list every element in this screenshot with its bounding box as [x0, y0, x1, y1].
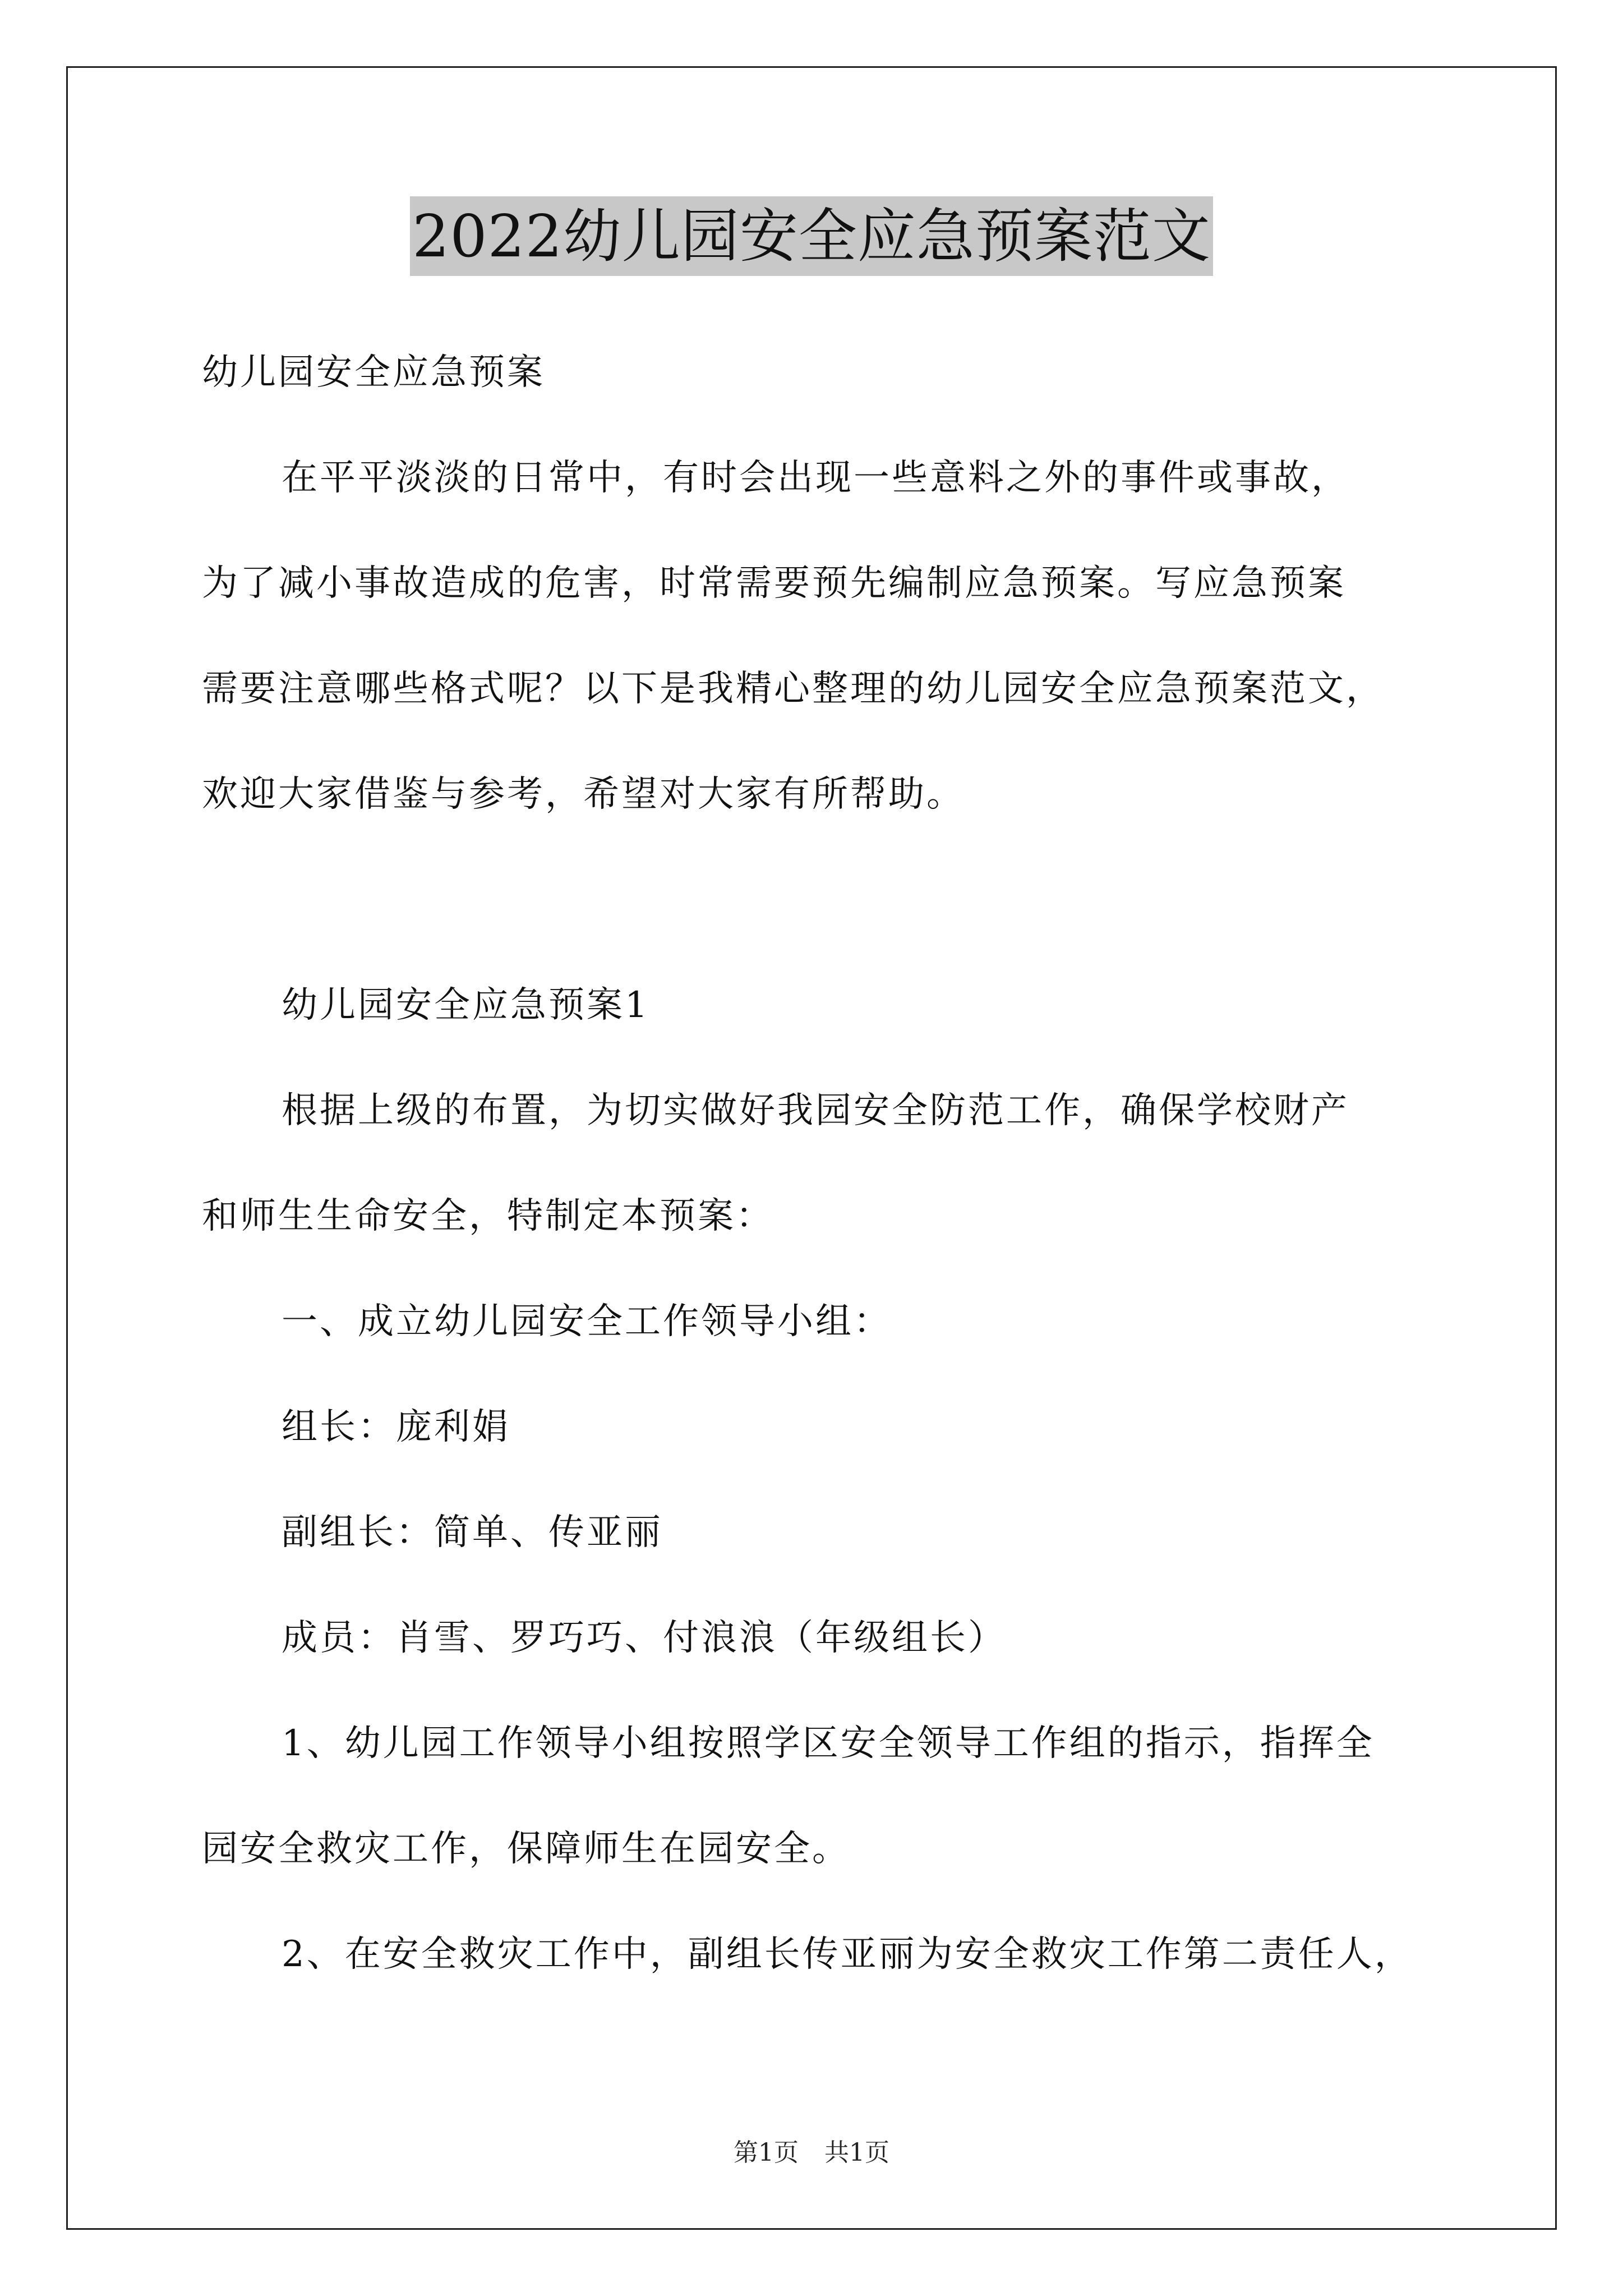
page-number: 第1页 — [734, 2138, 799, 2167]
intro-line-3: 需要注意哪些格式呢？以下是我精心整理的幼儿园安全应急预案范文， — [202, 668, 1384, 710]
spacer — [202, 847, 1430, 953]
intro-line-2: 为了减小事故造成的危害，时常需要预先编制应急预案。写应急预案 — [202, 563, 1346, 604]
body-line-1: 根据上级的布置，为切实做好我园安全防范工作，确保学校财产 — [282, 1090, 1349, 1131]
intro-line-4: 欢迎大家借鉴与参考，希望对大家有所帮助。 — [202, 774, 965, 815]
page-total: 共1页 — [824, 2138, 889, 2167]
item-1-line-1: 1、幼儿园工作领导小组按照学区安全领导工作组的指示，指挥全 — [282, 1723, 1375, 1764]
document-title: 2022幼儿园安全应急预案范文 — [410, 196, 1213, 276]
body-line-2: 和师生生命安全，特制定本预案： — [202, 1195, 774, 1237]
document-body — [202, 320, 1430, 2007]
title-container — [0, 196, 1623, 276]
list-heading: 一、成立幼儿园安全工作领导小组： — [282, 1301, 892, 1342]
item-1-line-2: 园安全救灾工作，保障师生在园安全。 — [202, 1828, 850, 1870]
page-footer — [0, 2137, 1623, 2169]
deputy-line: 副组长：简单、传亚丽 — [282, 1512, 663, 1553]
section-heading: 幼儿园安全应急预案1 — [282, 984, 650, 1026]
subtitle: 幼儿园安全应急预案 — [202, 352, 545, 393]
members-line: 成员：肖雪、罗巧巧、付浪浪（年级组长） — [282, 1617, 1006, 1659]
leader-line: 组长：庞利娟 — [282, 1406, 510, 1448]
item-2-line-1: 2、在安全救灾工作中，副组长传亚丽为安全救灾工作第二责任人， — [282, 1934, 1413, 1975]
intro-line-1: 在平平淡淡的日常中，有时会出现一些意料之外的事件或事故， — [282, 457, 1349, 499]
